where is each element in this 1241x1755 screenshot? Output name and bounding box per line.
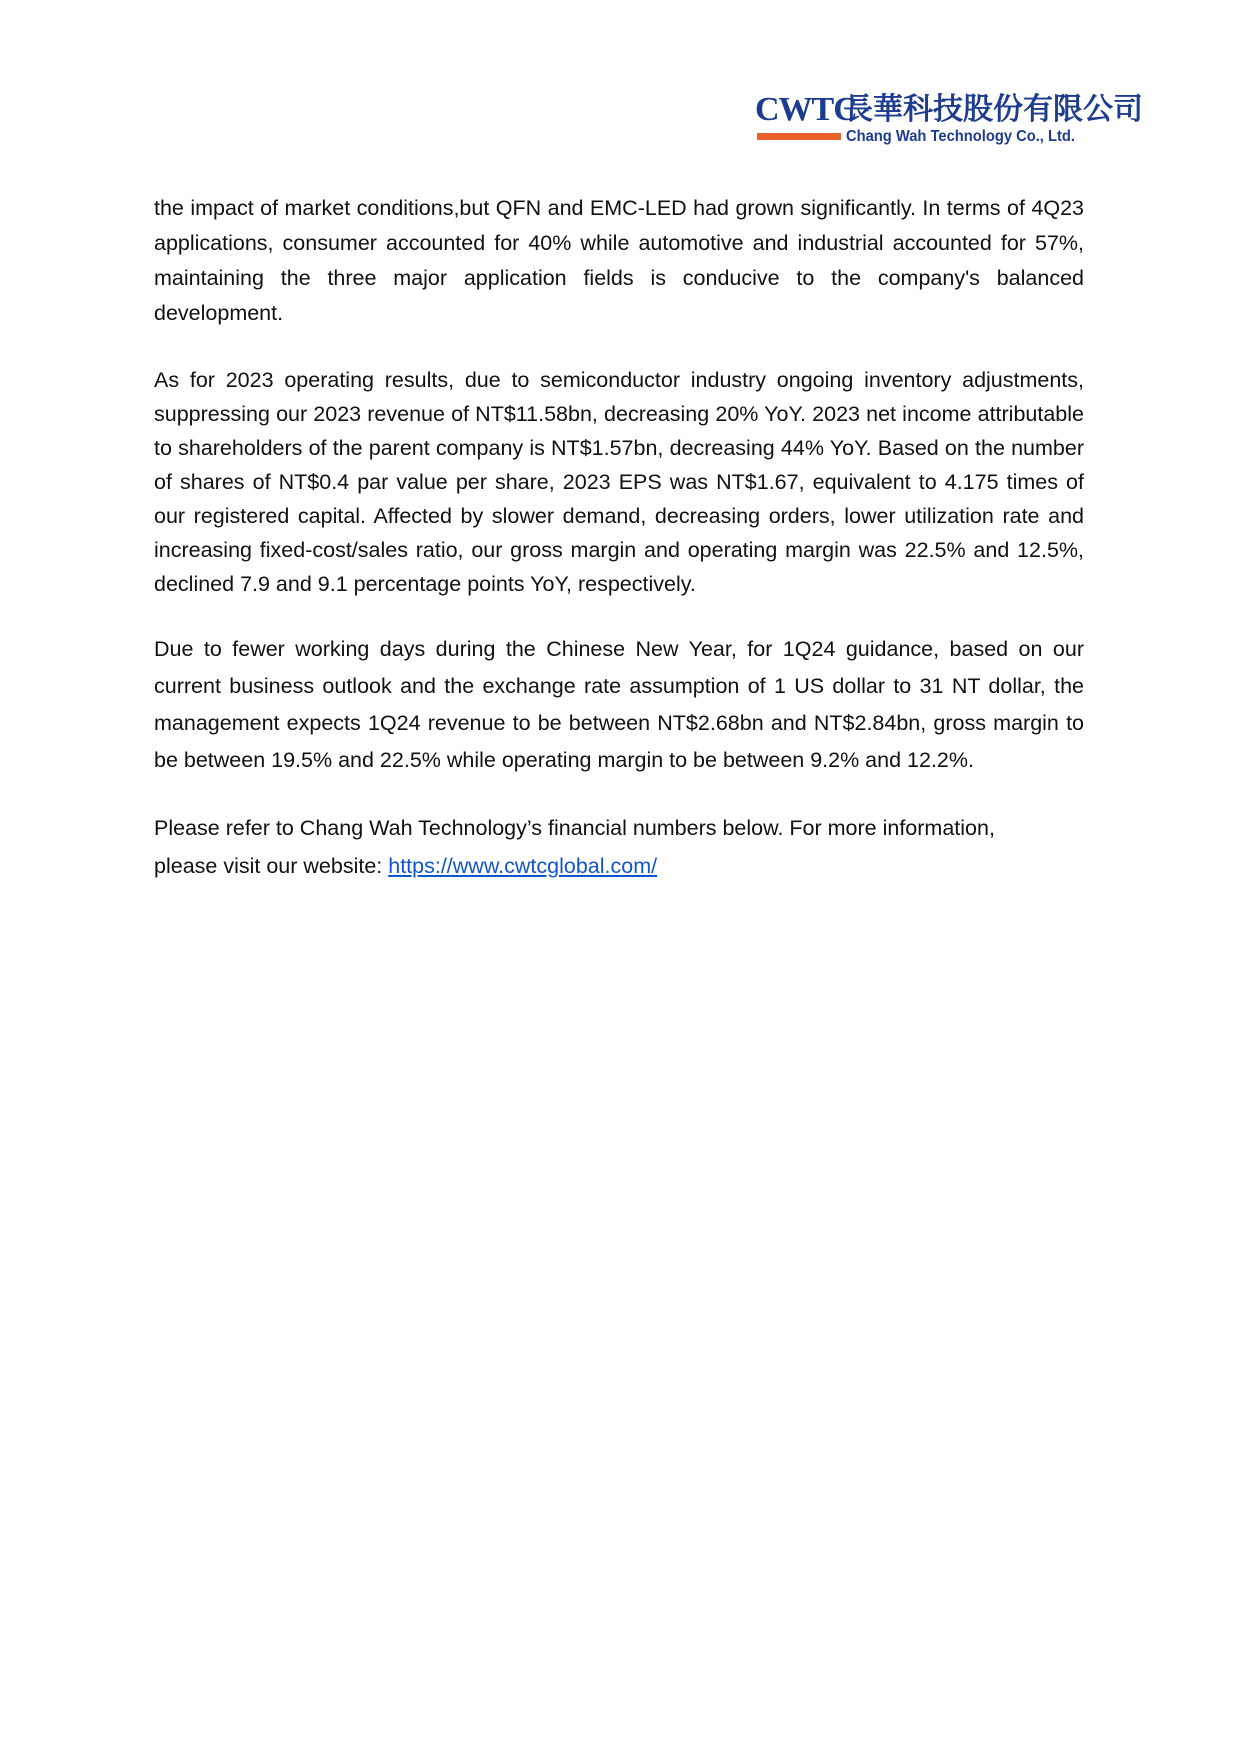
logo-chinese-name: 長華科技股份有限公司 — [843, 92, 1143, 127]
more-info-line-2-prefix: please visit our website: — [154, 854, 389, 878]
paragraph-1q24-guidance: Due to fewer working days during the Chinese New Year, for 1Q24 guidance, based on our current business outlook and the exchange rate assumption of 1 US dollar to 31 NT dollar, the management expects 1Q24 revenue to be between NT$2.68bn and NT$2.84bn, gross margin to be between 19.5% and 22.5% while operating margin to be between 9.2% and 12.2%. — [154, 637, 1084, 772]
paragraph-2023-results: As for 2023 operating results, due to semiconductor industry ongoing inventory adjustments, suppressing our 2023 revenue of NT$11.58bn, decreasing 20% YoY. 2023 net income attributable to shareholders of the parent company is NT$1.57bn, decreasing 44% YoY. Based on the number of shares of NT$0.4 par value per share, 2023 EPS was NT$1.67, equivalent to 4.175 times of our registered capital. Affected by slower demand, decreasing orders, lower utilization rate and increasing fixed-cost/sales ratio, our gross margin and operating margin was 22.5% and 12.5%, declined 7.9 and 9.1 percentage points YoY, respectively. — [154, 368, 1084, 596]
more-info-line-1: Please refer to Chang Wah Technology’s financial numbers below. For more information, — [154, 816, 995, 840]
company-logo — [755, 90, 1143, 150]
logo-brand-text: CWTC — [755, 91, 857, 128]
document-body — [154, 191, 1084, 885]
paragraph-market-conditions: the impact of market conditions,but QFN and EMC-LED had grown significantly. In terms of 4Q23 applications, consumer accounted for 40% while automotive and industrial accounted for 57%, maintaining the three major application fields is conducive to the company's balanced development. — [154, 196, 1084, 325]
paragraph-more-info — [154, 809, 1084, 885]
logo-english-name: Chang Wah Technology Co., Ltd. — [846, 128, 1075, 145]
logo-accent-bar — [757, 133, 841, 140]
website-link[interactable]: https://www.cwtcglobal.com/ — [388, 854, 658, 878]
